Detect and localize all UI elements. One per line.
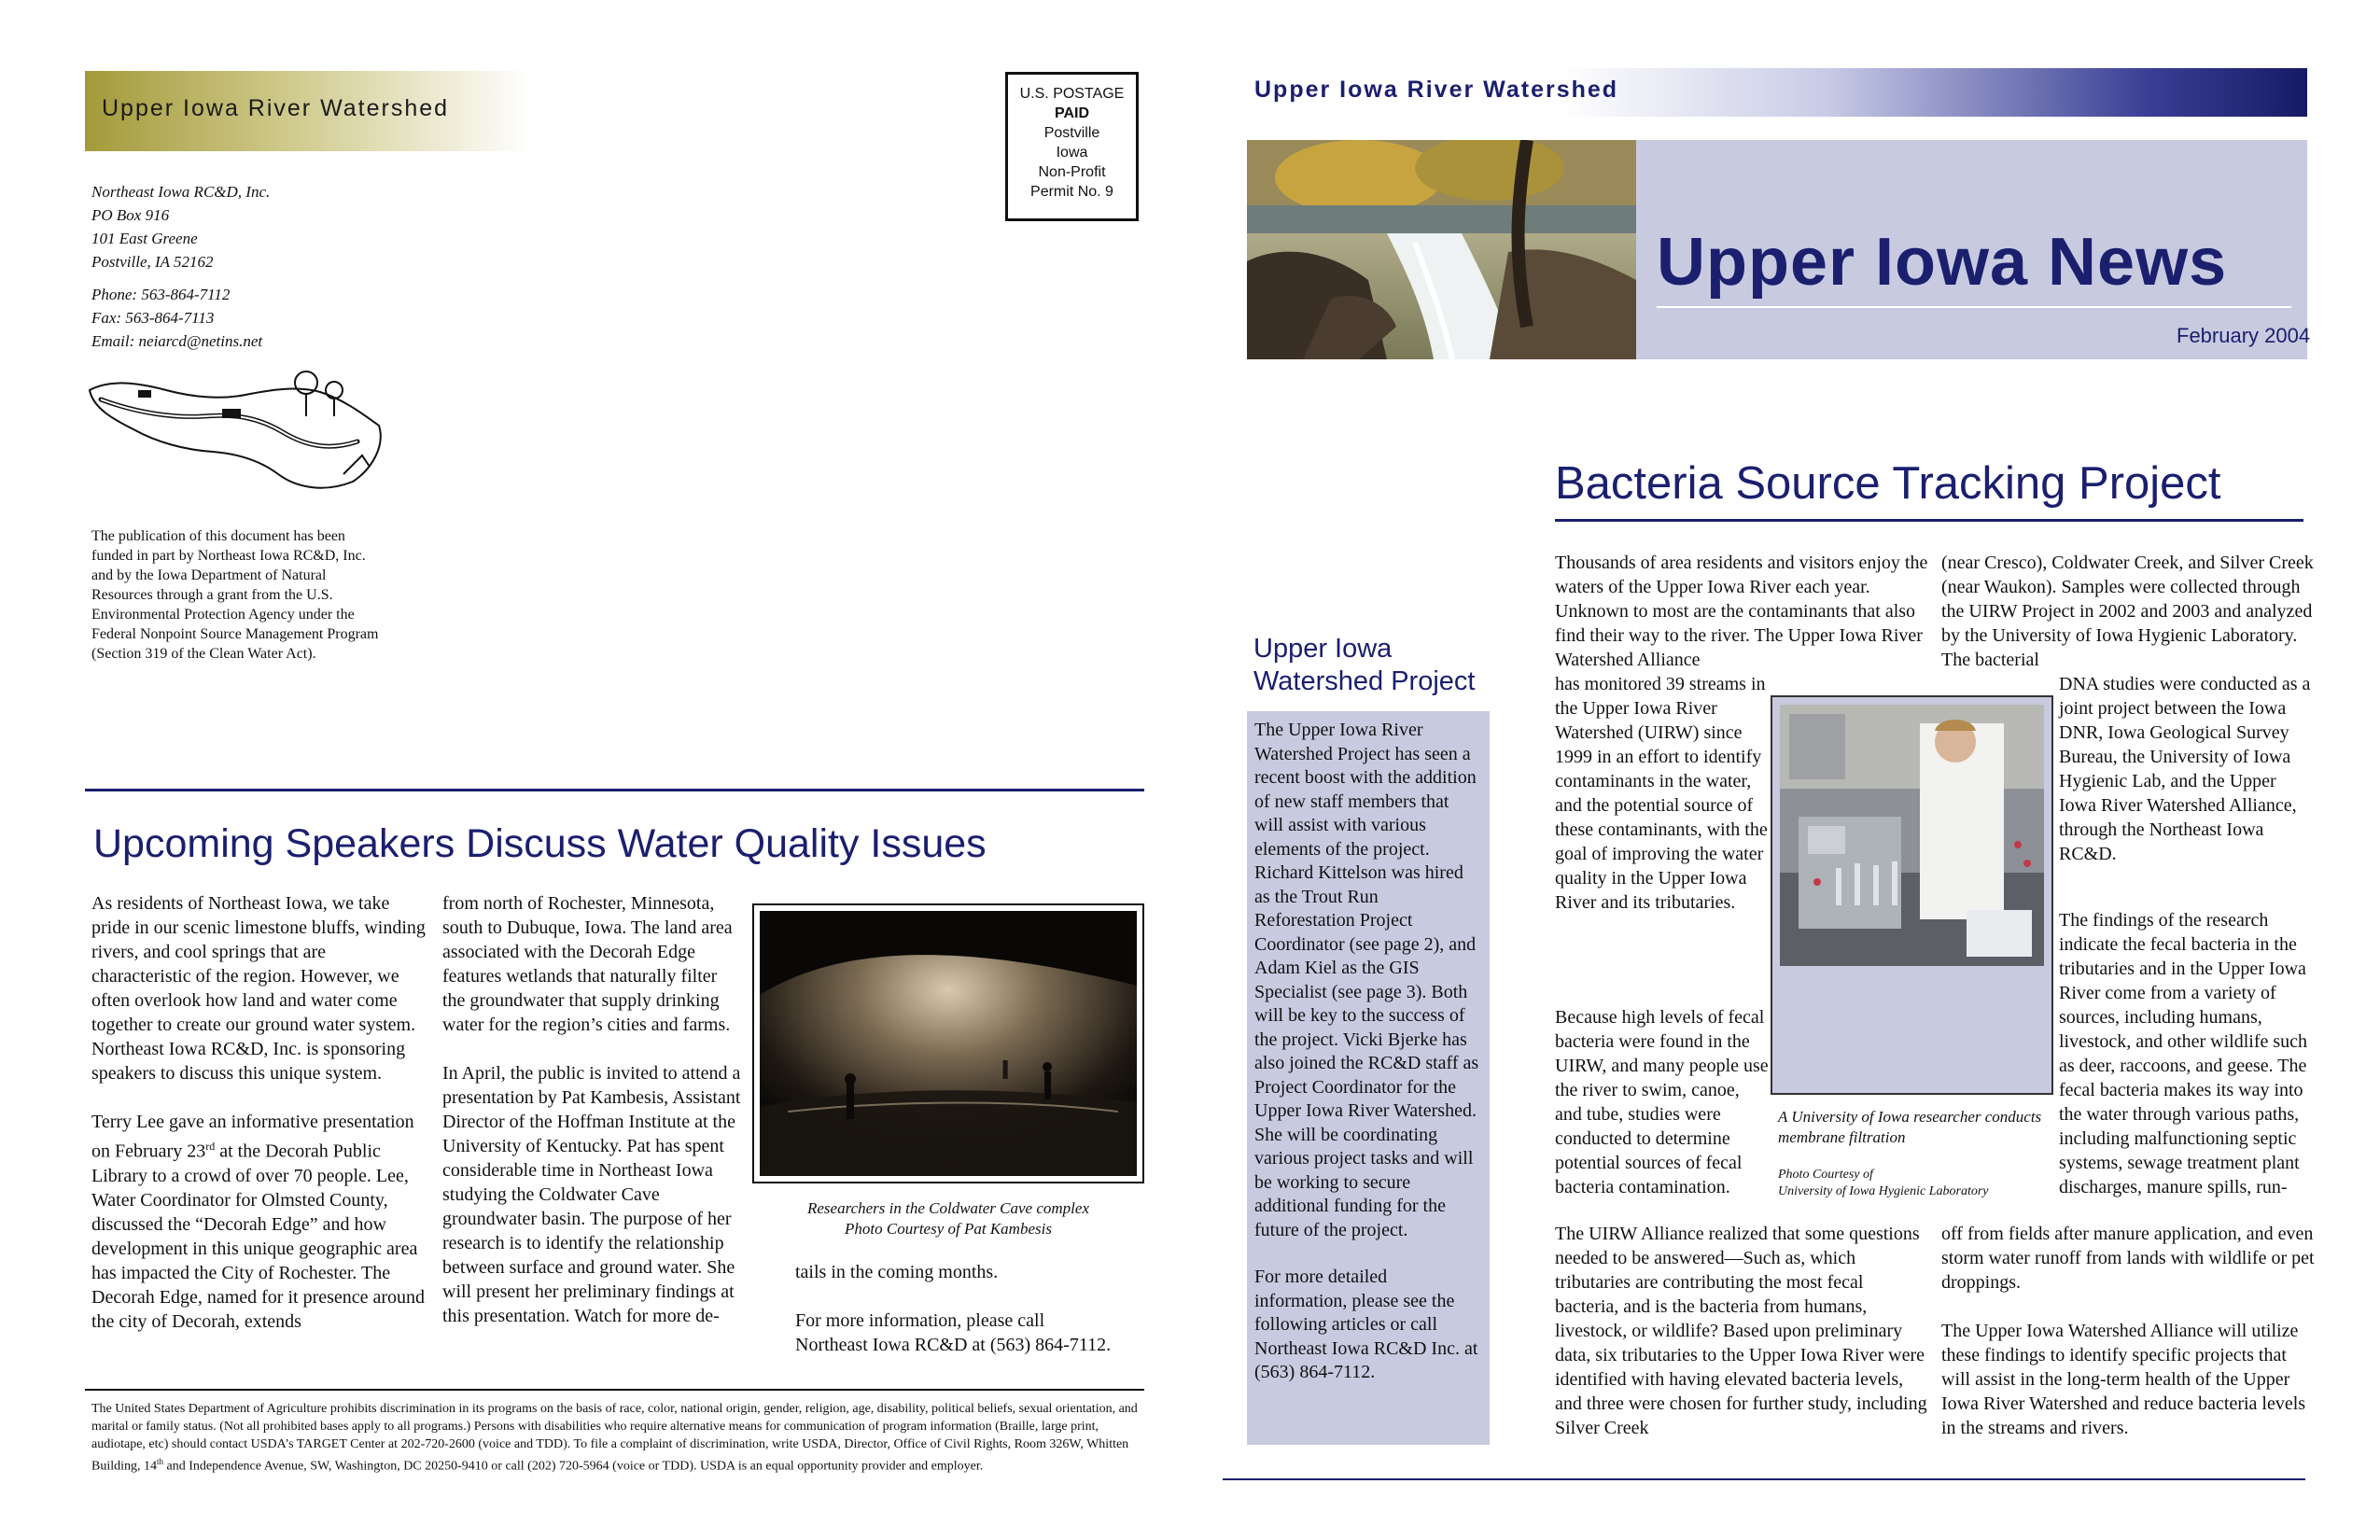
paragraph: Because high levels of fecal bacteria were found in the UIRW, and many people use the river to swim, canoe, and tube, studies were conducted to determine potential sources of fecal bacteria contamination. [1555, 1007, 1769, 1197]
address-street: 101 East Greene [91, 230, 198, 247]
sidebar-title: Upper Iowa Watershed Project [1253, 634, 1476, 696]
page-bottom-divider [1223, 1478, 2305, 1480]
paragraph: The UIRW Alliance realized that some questions needed to be answered—Such as, which tributaries are contributing the most fecal bacteria, and is the bacteria from humans, livestock, or wildlife? Based upon preliminary data, six tributaries to the Upper Iowa River were identified with having elevated bacteria levels, and three were chosen for further study, including Silver Creek [1555, 1224, 1927, 1438]
funding-note: The publication of this document has been funded in part by Northeast Iowa RC&D, Inc. and by the Iowa Department of Natural Resources through a grant from the U.S. Environmental Protection Agency under the Federal Nonpoint Source Management Program (Section 319 of the Clean Water Act). [91, 528, 379, 662]
speakers-column-3 [795, 1260, 1113, 1381]
masthead-divider [1657, 306, 2291, 308]
address-org: Northeast Iowa RC&D, Inc. [91, 183, 271, 201]
bacteria-article-conclusion [1941, 1222, 2315, 1464]
address-phone: Phone: 563-864-7112 [91, 286, 231, 303]
postage-indicia [1005, 72, 1139, 221]
speakers-column-1 [91, 891, 429, 1358]
lab-photo-caption: A University of Iowa researcher conducts membrane filtration [1778, 1108, 2042, 1146]
postage-paid: PAID [1054, 105, 1090, 121]
paragraph: (near Cresco), Coldwater Creek, and Silver Creek (near Waukon). Samples were collected through the UIRW Project in 2002 and 2003 and analyzed by the University of Iowa Hygienic Laboratory. The bacterial [1941, 553, 2314, 670]
watershed-project-sidebar [1247, 711, 1490, 1445]
paragraph: For more information, please call Northeast Iowa RC&D at (563) 864-7112. [795, 1310, 1112, 1355]
masthead-title: Upper Iowa News [1657, 225, 2228, 300]
paragraph: Terry Lee gave an informative presentation on February 23rd at the Decorah Public Library to a crowd of over 70 people. Lee, Water Coordinator for Olmsted County, discussed the “Decorah Edge” and how development in this unique geographic area has impacted the City of Rochester. The Decorah Edge, named for it presence around the city of Decorah, extends [91, 1112, 426, 1332]
paragraph: For more detailed information, please see the following articles or call Northeast Iowa RC&D Inc. at (563) 864-7112. [1254, 1267, 1478, 1382]
waterfall-photo [1247, 140, 1636, 359]
section-divider [85, 789, 1144, 791]
paragraph: The Upper Iowa Watershed Alliance will utilize these findings to identify specific projects that will assist in the long-term health of the Upper Iowa River Watershed and reduce bacteria levels in the streams and rivers. [1941, 1321, 2306, 1438]
postage-line: Non-Profit [1038, 164, 1106, 180]
left-banner [85, 71, 533, 151]
watershed-map-illustration [82, 362, 390, 502]
return-address [91, 180, 270, 353]
bacteria-article-title: Bacteria Source Tracking Project [1555, 458, 2221, 509]
paragraph: DNA studies were conducted as a joint project between the Iowa DNR, Iowa Geological Survey Bureau, the University of Iowa Hygienic Lab, and the Upper Iowa River Watershed Alliance, through the Northeast Iowa RC&D. [2059, 674, 2311, 864]
paragraph: tails in the coming months. [795, 1262, 999, 1282]
address-po-box: PO Box 916 [91, 206, 170, 224]
right-banner-title: Upper Iowa River Watershed [1254, 77, 1619, 103]
issue-date: February 2004 [2177, 324, 2311, 347]
paragraph: As residents of Northeast Iowa, we take pride in our scenic limestone bluffs, winding rivers, and cool springs that are characteristic of the region. However, we often overlook how land and water come together to create our ground water system. Northeast Iowa RC&D, Inc. is sponsoring speakers to discuss this unique system. [91, 893, 426, 1084]
usda-divider [85, 1389, 1144, 1391]
lab-photo-frame [1771, 695, 2053, 1095]
address-email: Email: neiarcd@netins.net [91, 332, 263, 350]
speakers-article-title: Upcoming Speakers Discuss Water Quality Issues [93, 821, 987, 866]
paragraph: In April, the public is invited to attend a presentation by Pat Kambesis, Assistant Director of the Hoffman Institute at the University of Kentucky. Pat has spent considerable time in Northeast Iowa studying the Coldwater Cave groundwater basin. The purpose of her research is to identify the relationship between surface and ground water. She will present her preliminary findings at this presentation. Watch for more de- [442, 1063, 741, 1326]
cave-photo [752, 903, 1144, 1183]
address-city: Postville, IA 52162 [91, 253, 214, 271]
paragraph: from north of Rochester, Minnesota, south to Dubuque, Iowa. The land area associated with the Decorah Edge features wetlands that naturally filter the groundwater that supply drinking water for the region’s cities and farms. [442, 893, 733, 1035]
paragraph: The findings of the research indicate the fecal bacteria in the tributaries and in the Upper Iowa River come from a variety of sources, including humans, livestock, and other wildlife such as deer, raccoons, and geese. The fecal bacteria makes its way into the water through various paths, including malfunctioning septic systems, sewage treatment plant discharges, manure spills, run- [2059, 910, 2308, 1197]
right-banner [1239, 68, 2307, 117]
address-fax: Fax: 563-864-7113 [91, 309, 215, 327]
lab-photo-credit: Photo Courtesy of University of Iowa Hygienic Laboratory [1778, 1168, 1989, 1198]
postage-line: Iowa [1056, 145, 1088, 161]
caption-credit: Photo Courtesy of Pat Kambesis [845, 1220, 1052, 1238]
postage-line: Permit No. 9 [1030, 184, 1113, 200]
section-divider [1555, 519, 2303, 522]
paragraph: Thousands of area residents and visitors enjoy the waters of the Upper Iowa River each year. Unknown to most are the contaminants that also find their way to the river. The Upper Iowa River Watershed Alliance [1555, 553, 1928, 670]
paragraph: The Upper Iowa River Watershed Project has seen a recent boost with the addition of new staff members that will assist with various elements of the project. Richard Kittelson was hired as the Trout Run Reforestation Project Coordinator (see page 2), and Adam Kiel as the GIS Specialist (see page 3). Both will be key to the success of the project. Vicki Bjerke has also joined the RC&D staff as Project Coordinator for the Upper Iowa River Watershed. She will be coordinating various project tasks and will be working to secure additional funding for the future of the project. [1254, 720, 1479, 1240]
paragraph: has monitored 39 streams in the Upper Iowa River Watershed (UIRW) since 1999 in an effort to identify contaminants in the water, and the potential source of these contaminants, with the goal of improving the water quality in the Upper Iowa River and its tributaries. [1555, 674, 1768, 913]
cave-photo-caption [752, 1198, 1144, 1239]
postage-line: U.S. POSTAGE [1019, 86, 1125, 102]
speakers-column-2 [442, 891, 741, 1352]
postage-line: Postville [1043, 125, 1100, 141]
usda-statement: The United States Department of Agriculture prohibits discrimination in its programs on the basis of race, color, national origin, gender, religion, age, disability, political beliefs, sexual orientation, and marital or family status. (Not all prohibited bases apply to all programs.) Persons with disabilities who require alternative means for communication of program information (Braille, large print, audiotape, etc) should contact USDA’s TARGET Center at 202-720-2600 (voice and TDD). To file a complaint of discrimination, write USDA, Director, Office of Civil Rights, Room 326W, Whitten Building, 14th and Independence Avenue, SW, Washington, DC 20250-9410 or call (202) 720-5964 (voice or TDD). USDA is an equal opportunity provider and employer. [91, 1402, 1138, 1474]
left-banner-title: Upper Iowa River Watershed [102, 95, 450, 121]
lab-photo [1780, 705, 2044, 966]
paragraph: off from fields after manure application, and even storm water runoff from lands with wildlife or pet droppings. [1941, 1224, 2315, 1293]
caption-line: Researchers in the Coldwater Cave complex [807, 1199, 1089, 1217]
